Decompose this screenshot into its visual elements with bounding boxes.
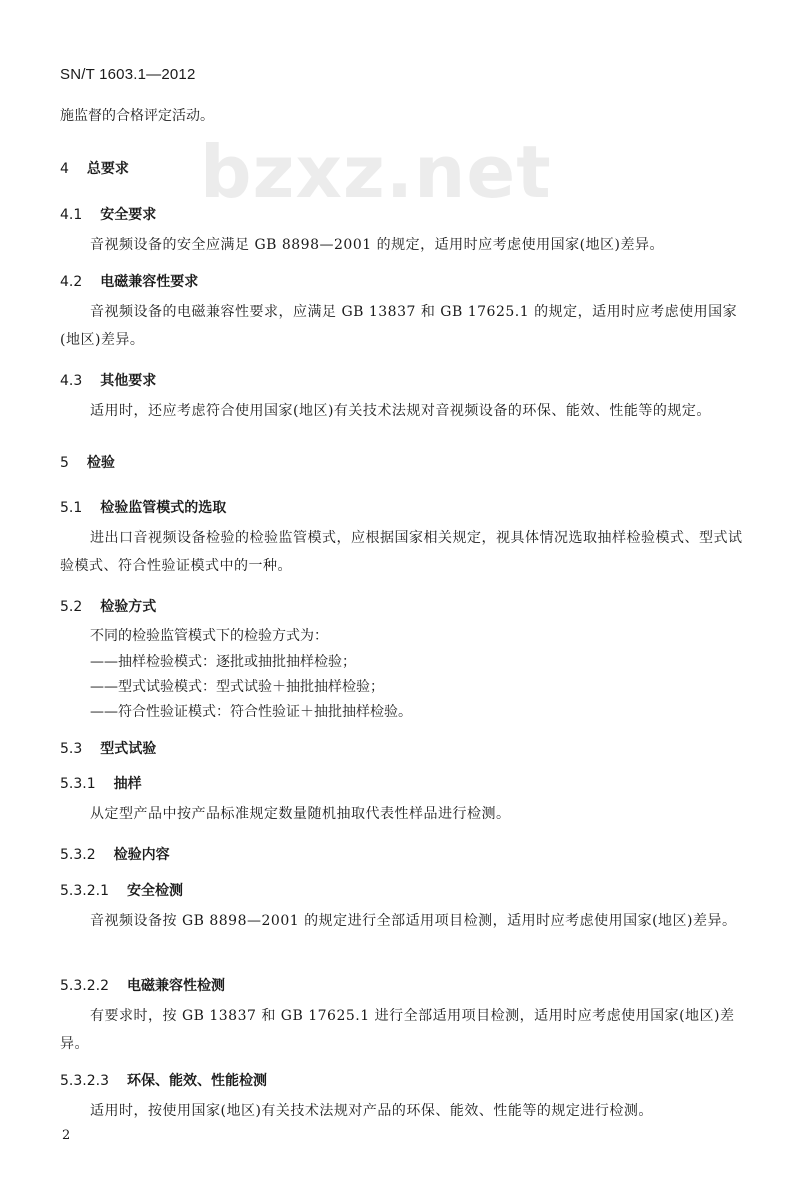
section-4-3-paragraph: 适用时，还应考虑符合使用国家(地区)有关技术法规对音视频设备的环保、能效、性能等的规定。 <box>90 403 711 419</box>
section-title: 型式试验 <box>100 741 157 757</box>
section-number: 4.1 <box>60 207 83 223</box>
section-5-3-2-1-paragraph: 音视频设备按 GB 8898—2001 的规定进行全部适用项目检测，适用时应考虑使用国家(地区)差异。 <box>90 913 737 929</box>
section-4-2-paragraph: 音视频设备的电磁兼容性要求，应满足 GB 13837 和 GB 17625.1 的规定，适用时应考虑使用国家(地区)差异。 <box>60 304 738 348</box>
section-5-3-2-1-heading <box>60 880 183 900</box>
section-title: 抽样 <box>113 776 142 792</box>
list-item: ——抽样检验模式：逐批或抽批抽样检验； <box>90 654 356 670</box>
section-number: 5.3.2.3 <box>60 1073 109 1089</box>
section-5-1-heading <box>60 497 226 517</box>
section-number: 5.3.1 <box>60 776 96 792</box>
continuation-text: 施监督的合格评定活动。 <box>60 108 214 124</box>
section-5-3-2-3-heading <box>60 1070 267 1090</box>
section-4-1-paragraph: 音视频设备的安全应满足 GB 8898—2001 的规定，适用时应考虑使用国家(地区)差异。 <box>90 237 665 253</box>
watermark: bzxz.net <box>200 130 552 214</box>
section-title: 环保、能效、性能检测 <box>126 1073 267 1089</box>
page-number: 2 <box>62 1128 71 1143</box>
section-number: 5.3.2.2 <box>60 978 109 994</box>
section-title: 安全检测 <box>126 883 183 899</box>
section-5-1-paragraph: 进出口音视频设备检验的检验监管模式，应根据国家相关规定，视具体情况选取抽样检验模式、型式试验模式、符合性验证模式中的一种。 <box>60 530 743 574</box>
section-number: 5.1 <box>60 500 83 516</box>
section-title: 电磁兼容性检测 <box>126 978 225 994</box>
section-title: 安全要求 <box>100 207 157 223</box>
section-5-3-1-paragraph: 从定型产品中按产品标准规定数量随机抽取代表性样品进行检测。 <box>90 806 511 822</box>
section-5-3-2-3-paragraph: 适用时，按使用国家(地区)有关技术法规对产品的环保、能效、性能等的规定进行检测。 <box>90 1103 653 1119</box>
section-5-3-1-heading <box>60 773 142 793</box>
section-title: 检验 <box>86 455 115 471</box>
section-title: 电磁兼容性要求 <box>100 274 199 290</box>
section-number: 5.3 <box>60 741 83 757</box>
section-title: 总要求 <box>86 161 129 177</box>
section-number: 5 <box>60 455 69 471</box>
section-number: 5.2 <box>60 599 83 615</box>
section-number: 5.3.2 <box>60 847 96 863</box>
section-title: 检验监管模式的选取 <box>100 500 227 516</box>
list-item: ——符合性验证模式：符合性验证＋抽批抽样检验。 <box>90 704 412 720</box>
section-4-heading <box>60 158 129 178</box>
section-5-3-2-2-heading <box>60 975 225 995</box>
section-4-1-heading <box>60 204 156 224</box>
list-item: ——型式试验模式：型式试验＋抽批抽样检验； <box>90 679 384 695</box>
section-5-heading <box>60 452 115 472</box>
section-title: 检验方式 <box>100 599 157 615</box>
section-title: 检验内容 <box>113 847 170 863</box>
section-number: 5.3.2.1 <box>60 883 109 899</box>
section-number: 4.3 <box>60 373 83 389</box>
section-number: 4.2 <box>60 274 83 290</box>
section-5-2-heading <box>60 596 156 616</box>
section-number: 4 <box>60 161 69 177</box>
section-5-3-2-heading <box>60 844 170 864</box>
section-4-2-heading <box>60 271 198 291</box>
section-title: 其他要求 <box>100 373 157 389</box>
section-5-3-2-2-paragraph: 有要求时，按 GB 13837 和 GB 17625.1 进行全部适用项目检测，适用时应考虑使用国家(地区)差异。 <box>60 1008 735 1052</box>
section-4-3-heading <box>60 370 156 390</box>
section-5-2-intro: 不同的检验监管模式下的检验方式为： <box>90 628 328 644</box>
section-5-3-heading <box>60 738 156 758</box>
standard-number: SN/T 1603.1—2012 <box>60 66 196 83</box>
